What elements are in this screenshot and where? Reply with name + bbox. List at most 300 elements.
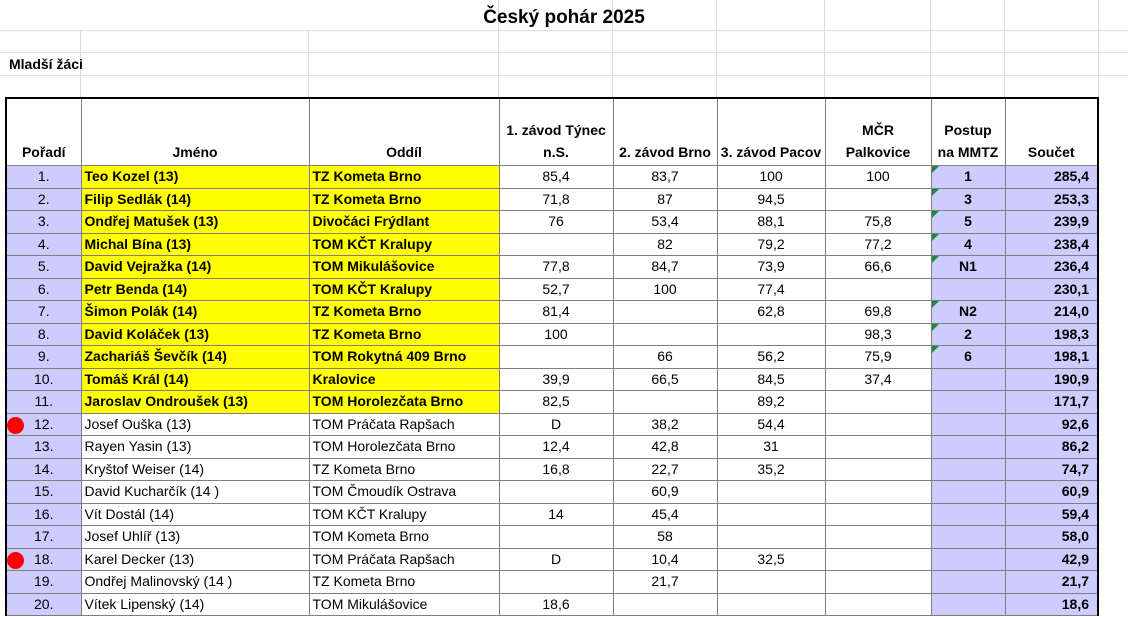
cell-race3[interactable] <box>717 166 825 189</box>
cell-race1[interactable] <box>499 571 613 594</box>
cell-total[interactable] <box>1005 436 1098 459</box>
cell-club[interactable] <box>309 211 499 234</box>
col-header-race1[interactable]: 1. závod Týnec n.S. <box>499 98 613 166</box>
cell-total-text: 42,9 <box>1061 550 1089 567</box>
cell-race1-text: 76 <box>548 213 564 230</box>
cell-position-text: 6. <box>37 280 50 297</box>
cell-total[interactable] <box>1005 166 1098 189</box>
cell-club[interactable] <box>309 346 499 369</box>
cell-position[interactable] <box>6 548 81 571</box>
cell-race2[interactable] <box>613 233 717 256</box>
cell-club-text: TZ Kometa Brno <box>312 325 422 342</box>
cell-position-text: 13. <box>34 438 54 455</box>
cell-club[interactable] <box>309 301 499 324</box>
cell-total[interactable] <box>1005 188 1098 211</box>
cell-advance[interactable] <box>931 481 1005 504</box>
cell-mcr[interactable] <box>825 503 931 526</box>
cell-race1[interactable] <box>499 368 613 391</box>
cell-advance[interactable] <box>931 368 1005 391</box>
table-row[interactable] <box>6 278 1098 301</box>
cell-race2[interactable] <box>613 166 717 189</box>
cell-club-text: TOM Horolezčata Brno <box>312 393 464 410</box>
cell-mcr[interactable] <box>825 526 931 549</box>
cell-club-text: TZ Kometa Brno <box>312 303 422 320</box>
cell-name[interactable] <box>81 548 309 571</box>
cell-total[interactable] <box>1005 301 1098 324</box>
comment-indicator-icon[interactable] <box>932 166 939 173</box>
col-header-race2[interactable]: 2. závod Brno <box>613 98 717 166</box>
cell-advance[interactable] <box>931 503 1005 526</box>
cell-club-text: TZ Kometa Brno <box>312 573 416 590</box>
cell-club-text: TZ Kometa Brno <box>312 460 416 477</box>
cell-race2[interactable] <box>613 346 717 369</box>
cell-race1[interactable] <box>499 458 613 481</box>
cell-position[interactable] <box>6 368 81 391</box>
cell-race1[interactable] <box>499 503 613 526</box>
cell-race1[interactable] <box>499 526 613 549</box>
cell-total[interactable] <box>1005 548 1098 571</box>
cell-race1-text: 18,6 <box>542 595 570 612</box>
cell-race1[interactable] <box>499 323 613 346</box>
cell-total[interactable] <box>1005 323 1098 346</box>
col-header-advance[interactable]: Postup na MMTZ <box>931 98 1005 166</box>
cell-mcr-text: 37,4 <box>864 370 892 387</box>
col-header-name[interactable]: Jméno <box>81 98 309 166</box>
cell-name[interactable] <box>81 391 309 414</box>
cell-club-text: TZ Kometa Brno <box>312 168 422 185</box>
cell-position-text: 3. <box>37 213 50 230</box>
cell-mcr-text: 98,3 <box>864 325 892 342</box>
cell-position[interactable] <box>6 256 81 279</box>
cell-position[interactable] <box>6 503 81 526</box>
cell-race1[interactable] <box>499 548 613 571</box>
cell-race3[interactable] <box>717 368 825 391</box>
cell-mcr[interactable] <box>825 548 931 571</box>
cell-name-text: Vít Dostál (14) <box>84 505 174 522</box>
cell-mcr[interactable] <box>825 413 931 436</box>
cell-race3[interactable] <box>717 346 825 369</box>
cell-mcr-text: 75,8 <box>864 213 892 230</box>
col-header-race3[interactable]: 3. závod Pacov <box>717 98 825 166</box>
table-row[interactable] <box>6 458 1098 481</box>
col-header-mcr[interactable]: MČR Palkovice <box>825 98 931 166</box>
table-row[interactable] <box>6 346 1098 369</box>
cell-advance[interactable] <box>931 346 1005 369</box>
cell-position-text: 20. <box>34 595 54 612</box>
cell-advance[interactable] <box>931 278 1005 301</box>
cell-total[interactable] <box>1005 503 1098 526</box>
red-marker-icon <box>7 552 24 569</box>
cell-race3[interactable] <box>717 233 825 256</box>
cell-race1[interactable] <box>499 188 613 211</box>
col-header-total[interactable]: Součet <box>1005 98 1098 166</box>
cell-mcr[interactable] <box>825 346 931 369</box>
cell-position[interactable] <box>6 436 81 459</box>
cell-name-text: Karel Decker (13) <box>84 550 195 567</box>
col-header-position[interactable]: Pořadí <box>6 98 81 166</box>
cell-club[interactable] <box>309 436 499 459</box>
cell-race1[interactable] <box>499 256 613 279</box>
cell-name[interactable] <box>81 323 309 346</box>
cell-mcr[interactable] <box>825 368 931 391</box>
cell-name[interactable] <box>81 166 309 189</box>
cell-total[interactable] <box>1005 481 1098 504</box>
table-row[interactable] <box>6 188 1098 211</box>
cell-name[interactable] <box>81 413 309 436</box>
table-row[interactable] <box>6 166 1098 189</box>
cell-name-text: Ondřej Matušek (13) <box>84 213 219 230</box>
cell-advance[interactable] <box>931 593 1005 616</box>
cell-race2-text: 66 <box>657 348 673 365</box>
cell-total[interactable] <box>1005 391 1098 414</box>
cell-name-text: Filip Sedlák (14) <box>84 190 192 207</box>
cell-race2-text: 87 <box>657 190 673 207</box>
cell-race2[interactable] <box>613 503 717 526</box>
cell-race1[interactable] <box>499 278 613 301</box>
cell-club-text: TOM KČT Kralupy <box>312 235 433 252</box>
cell-race1[interactable] <box>499 391 613 414</box>
cell-name[interactable] <box>81 526 309 549</box>
cell-race3[interactable] <box>717 571 825 594</box>
cell-race1[interactable] <box>499 166 613 189</box>
cell-position[interactable] <box>6 166 81 189</box>
cell-advance-text: 5 <box>964 213 972 230</box>
cell-race1[interactable] <box>499 211 613 234</box>
cell-club[interactable] <box>309 391 499 414</box>
cell-name[interactable] <box>81 593 309 616</box>
cell-race3[interactable] <box>717 526 825 549</box>
cell-mcr[interactable] <box>825 166 931 189</box>
cell-name[interactable] <box>81 233 309 256</box>
cell-total-text: 86,2 <box>1061 438 1089 455</box>
cell-position[interactable] <box>6 323 81 346</box>
cell-advance[interactable] <box>931 323 1005 346</box>
comment-indicator-icon[interactable] <box>932 301 939 308</box>
cell-race3[interactable] <box>717 256 825 279</box>
cell-advance[interactable] <box>931 166 1005 189</box>
cell-race3[interactable] <box>717 188 825 211</box>
cell-position[interactable] <box>6 233 81 256</box>
table-row[interactable] <box>6 391 1098 414</box>
cell-total-text: 58,0 <box>1061 528 1089 545</box>
cell-race3[interactable] <box>717 413 825 436</box>
cell-club[interactable] <box>309 458 499 481</box>
cell-race2[interactable] <box>613 368 717 391</box>
table-row[interactable] <box>6 256 1098 279</box>
cell-total-text: 198,3 <box>1053 325 1089 342</box>
comment-indicator-icon[interactable] <box>932 324 939 331</box>
cell-club[interactable] <box>309 526 499 549</box>
cell-race2[interactable] <box>613 548 717 571</box>
cell-position[interactable] <box>6 346 81 369</box>
cell-name[interactable] <box>81 188 309 211</box>
cell-club[interactable] <box>309 256 499 279</box>
cell-advance-text: 2 <box>964 325 972 342</box>
cell-total[interactable] <box>1005 458 1098 481</box>
cell-name-text: Zachariáš Ševčík (14) <box>84 348 227 365</box>
cell-mcr-text: 75,9 <box>864 348 892 365</box>
cell-race2-text: 66,5 <box>651 370 679 387</box>
cell-race1-text: 71,8 <box>542 190 570 207</box>
cell-total-text: 60,9 <box>1061 483 1089 500</box>
table-row[interactable] <box>6 571 1098 594</box>
cell-race1[interactable] <box>499 413 613 436</box>
table-row[interactable] <box>6 323 1098 346</box>
cell-mcr[interactable] <box>825 391 931 414</box>
cell-race2-text: 45,4 <box>651 505 679 522</box>
cell-race1-text: 12,4 <box>542 438 570 455</box>
cell-advance[interactable] <box>931 436 1005 459</box>
cell-advance-text: 6 <box>964 348 972 365</box>
cell-name[interactable] <box>81 301 309 324</box>
cell-race1-text: 39,9 <box>542 370 570 387</box>
cell-race1[interactable] <box>499 301 613 324</box>
cell-advance-text: N2 <box>959 303 977 320</box>
cell-name[interactable] <box>81 368 309 391</box>
table-row[interactable] <box>6 526 1098 549</box>
cell-total[interactable] <box>1005 278 1098 301</box>
cell-advance[interactable] <box>931 233 1005 256</box>
cell-name-text: David Vejražka (14) <box>84 258 212 275</box>
grid-line <box>0 52 1128 53</box>
header-row <box>6 98 1098 166</box>
cell-name[interactable] <box>81 278 309 301</box>
cell-advance[interactable] <box>931 458 1005 481</box>
cell-race2[interactable] <box>613 301 717 324</box>
cell-advance[interactable] <box>931 548 1005 571</box>
cell-race3[interactable] <box>717 278 825 301</box>
cell-race1[interactable] <box>499 346 613 369</box>
cell-race3[interactable] <box>717 323 825 346</box>
cell-race2-text: 21,7 <box>651 573 679 590</box>
cell-race2[interactable] <box>613 391 717 414</box>
cell-race2[interactable] <box>613 413 717 436</box>
cell-name-text: David Kucharčík (14 ) <box>84 483 220 500</box>
cell-club[interactable] <box>309 188 499 211</box>
cell-club[interactable] <box>309 233 499 256</box>
cell-race2-text: 82 <box>657 235 673 252</box>
cell-race2[interactable] <box>613 571 717 594</box>
cell-mcr-text: 69,8 <box>864 303 892 320</box>
cell-race2[interactable] <box>613 458 717 481</box>
cell-race2[interactable] <box>613 278 717 301</box>
cell-mcr[interactable] <box>825 256 931 279</box>
cell-position[interactable] <box>6 391 81 414</box>
cell-club-text: Divočáci Frýdlant <box>312 213 430 230</box>
comment-indicator-icon[interactable] <box>932 189 939 196</box>
cell-race3[interactable] <box>717 211 825 234</box>
cell-total[interactable] <box>1005 526 1098 549</box>
cell-position-text: 14. <box>34 460 54 477</box>
cell-race3-text: 73,9 <box>757 258 785 275</box>
table-row[interactable] <box>6 301 1098 324</box>
cell-club-text: TOM Práčata Rapšach <box>312 415 455 432</box>
cell-name-text: Kryštof Weiser (14) <box>84 460 205 477</box>
cell-position-text: 7. <box>37 303 50 320</box>
cell-total-text: 253,3 <box>1053 190 1089 207</box>
table-row[interactable] <box>6 211 1098 234</box>
cell-advance[interactable] <box>931 413 1005 436</box>
cell-advance[interactable] <box>931 391 1005 414</box>
cell-race3[interactable] <box>717 436 825 459</box>
cell-position-text: 15. <box>34 483 54 500</box>
table-row[interactable] <box>6 593 1098 616</box>
cell-club[interactable] <box>309 548 499 571</box>
cell-position[interactable] <box>6 301 81 324</box>
cell-advance-text: 3 <box>964 190 972 207</box>
cell-position[interactable] <box>6 526 81 549</box>
cell-club[interactable] <box>309 413 499 436</box>
cell-mcr[interactable] <box>825 323 931 346</box>
cell-mcr[interactable] <box>825 593 931 616</box>
cell-total[interactable] <box>1005 368 1098 391</box>
cell-race3[interactable] <box>717 301 825 324</box>
cell-race1[interactable] <box>499 233 613 256</box>
cell-mcr[interactable] <box>825 278 931 301</box>
cell-race2[interactable] <box>613 256 717 279</box>
cell-race1-text: 14 <box>548 505 564 522</box>
table-row[interactable] <box>6 548 1098 571</box>
cell-total[interactable] <box>1005 233 1098 256</box>
comment-indicator-icon[interactable] <box>932 256 939 263</box>
cell-mcr[interactable] <box>825 458 931 481</box>
cell-mcr[interactable] <box>825 301 931 324</box>
comment-indicator-icon[interactable] <box>932 234 939 241</box>
cell-race3[interactable] <box>717 593 825 616</box>
cell-club[interactable] <box>309 593 499 616</box>
cell-total[interactable] <box>1005 346 1098 369</box>
cell-race1-text: 85,4 <box>542 168 570 185</box>
cell-race1[interactable] <box>499 436 613 459</box>
cell-club[interactable] <box>309 166 499 189</box>
cell-race3[interactable] <box>717 503 825 526</box>
cell-club[interactable] <box>309 571 499 594</box>
cell-race1-text: 82,5 <box>542 393 570 410</box>
cell-club-text: TOM KČT Kralupy <box>312 280 433 297</box>
cell-race2[interactable] <box>613 211 717 234</box>
cell-club[interactable] <box>309 481 499 504</box>
cell-position-text: 19. <box>34 573 54 590</box>
cell-total[interactable] <box>1005 413 1098 436</box>
cell-race2[interactable] <box>613 526 717 549</box>
cell-name-text: Rayen Yasin (13) <box>84 438 192 455</box>
cell-position-text: 1. <box>37 168 50 185</box>
cell-race3[interactable] <box>717 548 825 571</box>
cell-mcr[interactable] <box>825 211 931 234</box>
cell-total-text: 21,7 <box>1061 573 1089 590</box>
cell-race2[interactable] <box>613 323 717 346</box>
cell-position[interactable] <box>6 481 81 504</box>
cell-name[interactable] <box>81 346 309 369</box>
cell-race1[interactable] <box>499 481 613 504</box>
cell-mcr[interactable] <box>825 571 931 594</box>
cell-name[interactable] <box>81 503 309 526</box>
cell-mcr[interactable] <box>825 436 931 459</box>
cell-race3-text: 79,2 <box>757 235 785 252</box>
cell-position-text: 17. <box>34 528 54 545</box>
cell-mcr[interactable] <box>825 188 931 211</box>
table-row[interactable] <box>6 233 1098 256</box>
cell-total-text: 198,1 <box>1053 348 1089 365</box>
cell-total[interactable] <box>1005 571 1098 594</box>
table-row[interactable] <box>6 436 1098 459</box>
col-header-club[interactable]: Oddíl <box>309 98 499 166</box>
cell-name-text: Josef Ouška (13) <box>84 415 192 432</box>
cell-race3[interactable] <box>717 481 825 504</box>
cell-club-text: TOM Kometa Brno <box>312 528 429 545</box>
cell-race2[interactable] <box>613 593 717 616</box>
cell-race3-text: 100 <box>759 168 783 185</box>
comment-indicator-icon[interactable] <box>932 346 939 353</box>
cell-club[interactable] <box>309 368 499 391</box>
cell-position-text: 11. <box>34 393 53 410</box>
cell-advance-text: 1 <box>964 168 972 185</box>
cell-total-text: 92,6 <box>1061 415 1089 432</box>
cell-total-text: 59,4 <box>1061 505 1089 522</box>
cell-race2-text: 22,7 <box>651 460 679 477</box>
cell-position[interactable] <box>6 593 81 616</box>
cell-club[interactable] <box>309 323 499 346</box>
cell-mcr[interactable] <box>825 233 931 256</box>
cell-name[interactable] <box>81 436 309 459</box>
cell-total[interactable] <box>1005 593 1098 616</box>
cell-position[interactable] <box>6 278 81 301</box>
cell-total-text: 285,4 <box>1053 168 1089 185</box>
cell-race2[interactable] <box>613 481 717 504</box>
cell-total-text: 239,9 <box>1053 213 1089 230</box>
cell-advance[interactable] <box>931 256 1005 279</box>
cell-position[interactable] <box>6 458 81 481</box>
cell-name[interactable] <box>81 458 309 481</box>
cell-advance[interactable] <box>931 526 1005 549</box>
cell-total[interactable] <box>1005 211 1098 234</box>
cell-name[interactable] <box>81 256 309 279</box>
cell-advance[interactable] <box>931 571 1005 594</box>
cell-position[interactable] <box>6 571 81 594</box>
comment-indicator-icon[interactable] <box>932 211 939 218</box>
cell-advance[interactable] <box>931 301 1005 324</box>
cell-club[interactable] <box>309 503 499 526</box>
cell-race1-text: 100 <box>544 325 568 342</box>
cell-race2[interactable] <box>613 188 717 211</box>
cell-mcr-text: 77,2 <box>864 235 892 252</box>
cell-club[interactable] <box>309 278 499 301</box>
red-marker-icon <box>7 417 24 434</box>
cell-race1-text: D <box>550 415 562 432</box>
cell-advance[interactable] <box>931 211 1005 234</box>
cell-name[interactable] <box>81 481 309 504</box>
table-row[interactable] <box>6 368 1098 391</box>
grid-line <box>0 75 1128 76</box>
cell-name[interactable] <box>81 571 309 594</box>
cell-position[interactable] <box>6 188 81 211</box>
cell-mcr[interactable] <box>825 481 931 504</box>
cell-race3[interactable] <box>717 391 825 414</box>
table-row[interactable] <box>6 503 1098 526</box>
cell-total-text: 238,4 <box>1053 235 1089 252</box>
cell-race2[interactable] <box>613 436 717 459</box>
table-row[interactable] <box>6 481 1098 504</box>
cell-advance[interactable] <box>931 188 1005 211</box>
cell-race3[interactable] <box>717 458 825 481</box>
table-row[interactable] <box>6 413 1098 436</box>
cell-name[interactable] <box>81 211 309 234</box>
cell-position[interactable] <box>6 413 81 436</box>
cell-total[interactable] <box>1005 256 1098 279</box>
cell-race1[interactable] <box>499 593 613 616</box>
cell-position[interactable] <box>6 211 81 234</box>
cell-race1-text: 77,8 <box>542 258 570 275</box>
